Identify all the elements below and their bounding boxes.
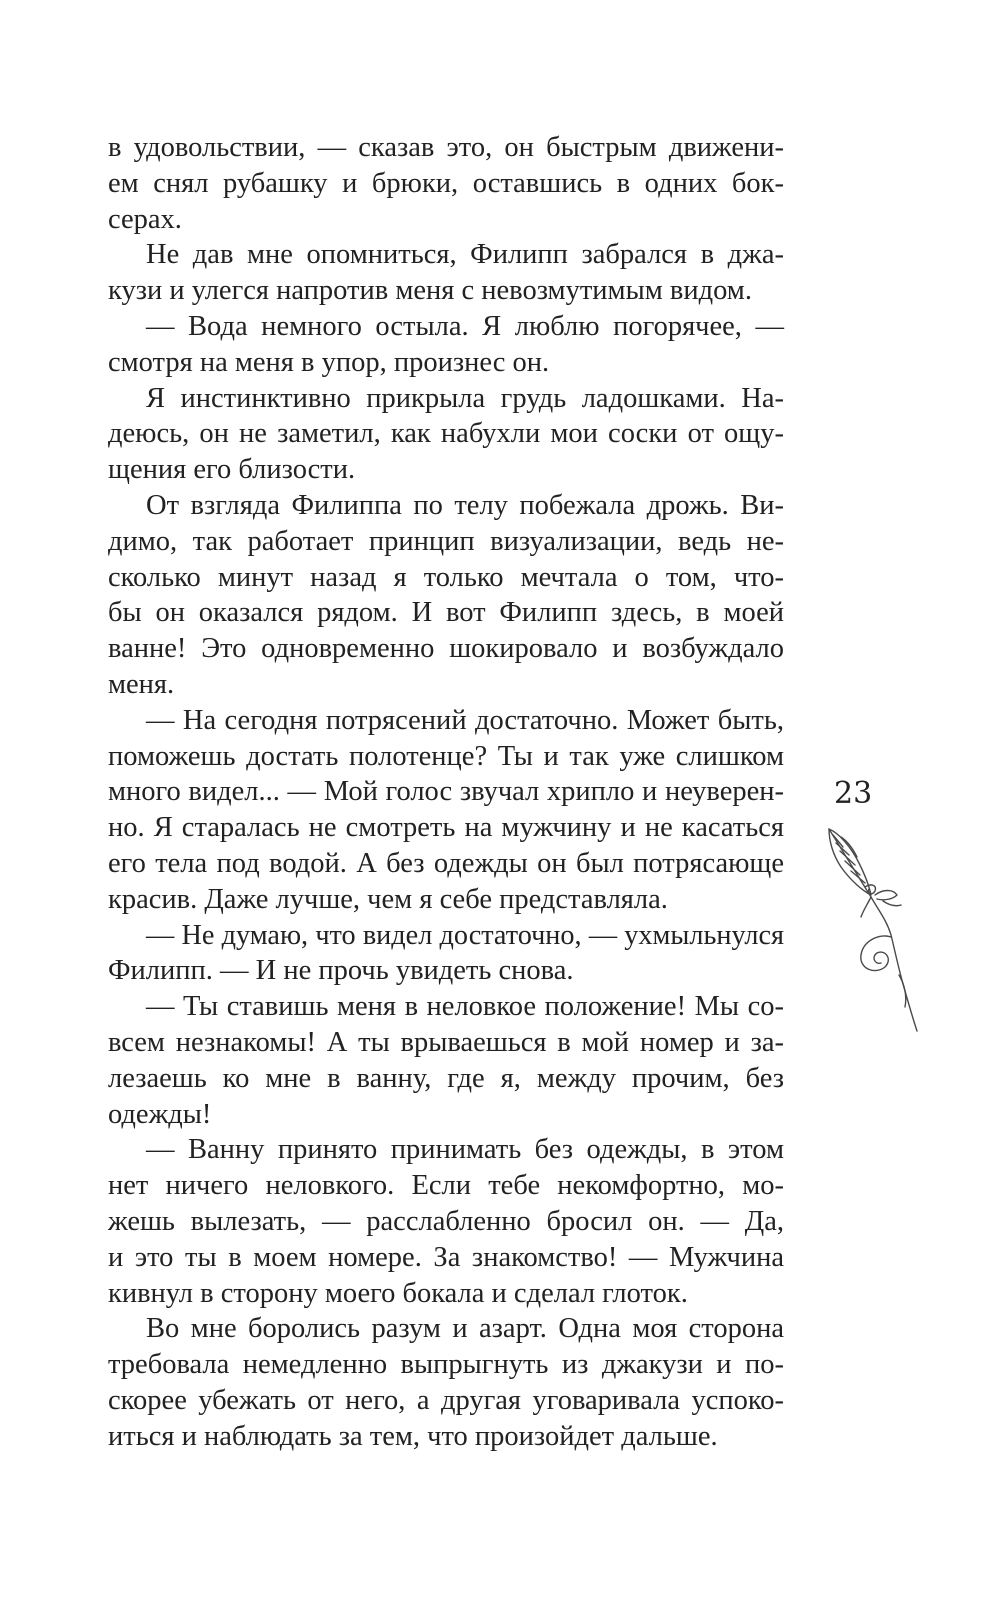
- text-line: скорее убежать от него, а другая уговаривала успоко-: [108, 1384, 784, 1416]
- text-line: — Не думаю, что видел достаточно, — ухмыльнулся: [146, 919, 784, 951]
- text-line: но. Я старалась не смотреть на мужчину и не касаться: [108, 812, 784, 844]
- text-line: — Ты ставишь меня в неловкое положение! Мы со-: [146, 991, 784, 1023]
- body-text: [108, 130, 784, 1454]
- text-line: смотря на меня в упор, произнес он.: [108, 346, 550, 378]
- text-line: много видел... — Мой голос звучал хрипло и неуверен-: [108, 776, 784, 808]
- text-line: поможешь достать полотенце? Ты и так уже слишком: [108, 740, 784, 772]
- text-line: кивнул в сторону моего бокала и сделал глоток.: [108, 1277, 688, 1309]
- text-line: его тела под водой. А без одежды он был потрясающе: [108, 847, 784, 879]
- text-line: Филипп. — И не прочь увидеть снова.: [108, 955, 574, 987]
- text-line: жешь вылезать, — расслабленно бросил он. — Да,: [108, 1205, 784, 1237]
- text-line: и это ты в моем номере. За знакомство! — Мужчина: [108, 1241, 784, 1273]
- text-line: кузи и улегся напротив меня с невозмутимым видом.: [108, 275, 752, 307]
- text-line: одежды!: [108, 1098, 212, 1130]
- feather-quill-flourish-icon: [825, 825, 925, 1035]
- text-line: ванне! Это одновременно шокировало и возбуждало: [108, 633, 784, 665]
- text-line: в удовольствии, — сказав это, он быстрым движени-: [108, 132, 784, 163]
- text-line: иться и наблюдать за тем, что произойдет дальше.: [108, 1420, 718, 1452]
- text-line: нет ничего неловкого. Если тебе некомфортно, мо-: [108, 1170, 784, 1202]
- text-line: ем снял рубашку и брюки, оставшись в одних бок-: [108, 167, 784, 199]
- text-line: щения его близости.: [108, 454, 356, 486]
- text-line: — На сегодня потрясений достаточно. Может быть,: [146, 704, 784, 736]
- text-line: лезаешь ко мне в ванну, где я, между прочим, без: [108, 1062, 784, 1094]
- text-line: бы он оказался рядом. И вот Филипп здесь, в моей: [108, 597, 784, 629]
- text-line: Я инстинктивно прикрыла грудь ладошками. На-: [146, 382, 784, 414]
- text-line: димо, так работает принцип визуализации, ведь не-: [108, 525, 784, 557]
- text-line: сколько минут назад я только мечтала о том, что-: [108, 561, 784, 593]
- text-line: красив. Даже лучше, чем я себе представляла.: [108, 883, 668, 915]
- text-line: Не дав мне опомниться, Филипп забрался в джа-: [146, 239, 784, 271]
- text-line: всем незнакомы! А ты врываешься в мой номер и за-: [108, 1026, 784, 1058]
- text-line: — Ванну принято принимать без одежды, в этом: [146, 1134, 784, 1166]
- page-number: 23: [834, 776, 873, 811]
- text-line: деюсь, он не заметил, как набухли мои соски от ощу-: [108, 418, 784, 450]
- text-line: Во мне боролись разум и азарт. Одна моя сторона: [146, 1313, 784, 1345]
- text-line: От взгляда Филиппа по телу побежала дрожь. Ви-: [146, 489, 784, 521]
- text-line: требовала немедленно выпрыгнуть из джакузи и по-: [108, 1349, 784, 1381]
- text-line: меня.: [108, 668, 175, 700]
- text-line: — Вода немного остыла. Я люблю погорячее, —: [146, 310, 784, 342]
- text-line: серах.: [108, 203, 182, 235]
